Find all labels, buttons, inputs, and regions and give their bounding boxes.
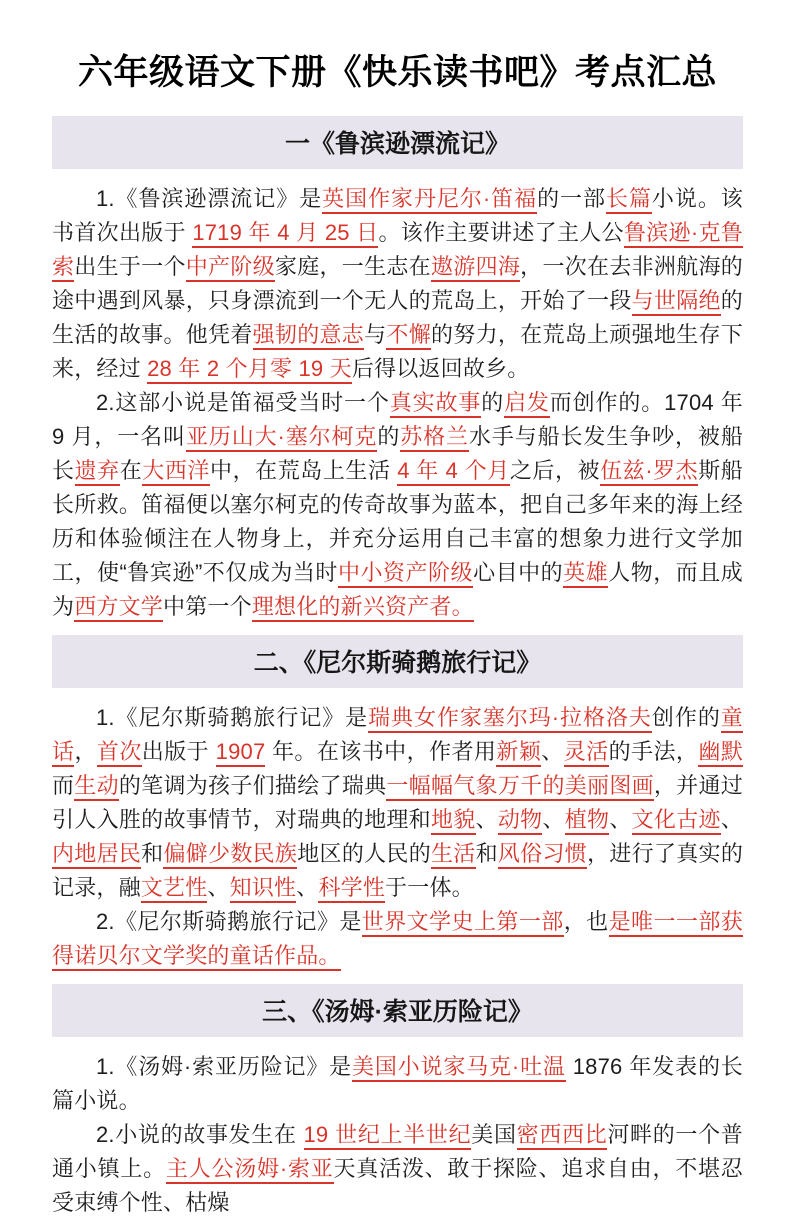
body-text: 、 xyxy=(207,874,230,900)
body-text: 中第一个 xyxy=(163,593,252,619)
body-text: 2.小说的故事发生在 xyxy=(96,1121,304,1147)
body-text: 之后，被 xyxy=(509,457,601,483)
body-text: 出版于 xyxy=(141,738,216,764)
body-text: 1876 年发表的长篇小说。 xyxy=(52,1053,743,1113)
highlighted-text: 内地居民 xyxy=(52,841,141,869)
highlighted-text: 中产阶级 xyxy=(186,254,275,282)
highlighted-text: 鲁滨逊·克鲁索 xyxy=(52,220,743,282)
highlighted-text: 主人公汤姆·索亚 xyxy=(166,1156,334,1184)
highlighted-text: 幽默 xyxy=(698,739,743,767)
body-text: 的手法， xyxy=(608,738,699,764)
highlighted-text: 长篇 xyxy=(606,186,652,214)
body-text: 1.《鲁滨逊漂流记》是 xyxy=(96,185,323,211)
highlighted-text: 28 年 2 个月零 19 天 xyxy=(147,356,352,384)
highlighted-text: 中小资产阶级 xyxy=(338,560,473,588)
highlighted-text: 植物 xyxy=(565,807,610,835)
highlighted-text: 美国小说家马克·吐温 xyxy=(352,1054,566,1082)
body-text: 而 xyxy=(52,772,75,798)
body-text: 和 xyxy=(475,840,498,866)
highlighted-text: 一幅幅气象万千的美丽图画 xyxy=(386,773,654,801)
body-text: 水手与船长发生争吵，被船长 xyxy=(52,423,744,483)
highlighted-text: 灵活 xyxy=(564,739,609,767)
body-text: 2.这部小说是笛福受当时一个 xyxy=(96,389,390,415)
section-1-heading: 一《鲁滨逊漂流记》 xyxy=(52,116,743,169)
body-text: 的笔调为孩子们描绘了瑞典 xyxy=(118,772,387,798)
highlighted-text: 与世隔绝 xyxy=(632,288,721,316)
highlighted-text: 文化古迹 xyxy=(632,807,721,835)
body-text: 天真活泼、敢于探险、追求自由，不堪忍受束缚个性、枯燥 xyxy=(52,1155,743,1215)
section-3-paragraph-1 xyxy=(52,1050,743,1118)
body-text: 中，在荒岛上生活 xyxy=(210,457,398,483)
highlighted-text: 地貌 xyxy=(431,807,476,835)
highlighted-text: 强韧的意志 xyxy=(253,322,364,350)
body-text: ，也 xyxy=(563,908,609,934)
body-text: 和 xyxy=(141,840,164,866)
body-text: 的努力，在荒岛上顽强地生存下来，经过 xyxy=(52,321,743,381)
body-text: 而创作的。1704 年 9 月，一名叫 xyxy=(52,389,744,449)
highlighted-text: 瑞典女作家塞尔玛·拉格洛夫 xyxy=(368,705,652,733)
highlighted-text: 世界文学史上第一部 xyxy=(362,909,564,937)
highlighted-text: 科学性 xyxy=(318,875,385,903)
body-text: 后得以返回故乡。 xyxy=(351,355,530,381)
highlighted-text: 亚历山大·塞尔柯克 xyxy=(186,424,377,452)
highlighted-text: 西方文学 xyxy=(74,594,163,622)
body-text: 人物，而且成为 xyxy=(52,559,744,619)
section-2-heading: 二、《尼尔斯骑鹅旅行记》 xyxy=(52,635,743,688)
body-text: ，进行了真实的记录，融 xyxy=(52,840,744,900)
highlighted-text: 首次 xyxy=(97,739,142,767)
body-text: 地区的人民的 xyxy=(297,840,431,866)
body-text: 、 xyxy=(475,806,498,832)
highlighted-text: 1907 xyxy=(216,739,266,767)
highlighted-text: 遨游四海 xyxy=(431,254,520,282)
body-text: 年。在该书中，作者用 xyxy=(265,738,497,764)
body-text: 1.《汤姆·索亚历险记》是 xyxy=(96,1053,352,1079)
highlighted-text: 苏格兰 xyxy=(400,424,469,452)
body-text: ，并通过引人入胜的故事情节，对瑞典的地理和 xyxy=(52,772,743,832)
section-nils-goose-journey xyxy=(52,635,743,973)
body-text: 河畔的一个普通小镇上。 xyxy=(52,1121,743,1181)
body-text: 于一体。 xyxy=(385,874,474,900)
body-text: 斯船长所救。笛福便以塞尔柯克的传奇故事为蓝本，把自己多年来的海上经历和体验倾注在人物身上，并充分运用自己丰富的想象力进行文学加工，使“鲁宾逊”不仅成为当时 xyxy=(52,457,743,585)
highlighted-text: 知识性 xyxy=(230,875,297,903)
highlighted-text: 文艺性 xyxy=(141,875,208,903)
highlighted-text: 4 年 4 个月 xyxy=(397,458,510,486)
highlighted-text: 动物 xyxy=(498,807,543,835)
highlighted-text: 密西西比 xyxy=(517,1122,608,1150)
body-text: ，一次在去非洲航海的途中遇到风暴，只身漂流到一个无人的荒岛上，开始了一段 xyxy=(52,253,743,313)
body-text: 、 xyxy=(720,806,744,832)
highlighted-text: 不懈 xyxy=(386,322,431,350)
body-text: 、 xyxy=(541,738,564,764)
body-text: 的生活的故事。他凭着 xyxy=(52,287,743,347)
section-tom-sawyer xyxy=(52,984,743,1220)
body-text: 的 xyxy=(377,423,401,449)
highlighted-text: 偏僻少数民族 xyxy=(163,841,297,869)
section-2-paragraph-2 xyxy=(52,905,743,973)
highlighted-text: 童话 xyxy=(52,705,743,767)
page-title: 六年级语文下册《快乐读书吧》考点汇总 xyxy=(77,53,717,92)
body-text: 1.《尼尔斯骑鹅旅行记》是 xyxy=(96,704,369,730)
highlighted-text: 英雄 xyxy=(563,560,608,588)
body-text: 家庭，一生志在 xyxy=(274,253,431,279)
highlighted-text: 启发 xyxy=(504,390,550,418)
highlighted-text: 英国作家丹尼尔·笛福 xyxy=(322,186,537,214)
body-text: 、 xyxy=(296,874,319,900)
body-text: 的 xyxy=(481,389,505,415)
body-text: 2.《尼尔斯骑鹅旅行记》是 xyxy=(96,908,362,934)
body-text: 小说。该书首次出版于 xyxy=(52,185,743,245)
highlighted-text: 伍兹·罗杰 xyxy=(600,458,698,486)
body-text: 、 xyxy=(609,806,632,832)
highlighted-text: 19 世纪上半世纪 xyxy=(304,1122,472,1150)
body-text: 出生于一个 xyxy=(74,253,186,279)
body-text: 创作的 xyxy=(651,704,721,730)
body-text: 的一部 xyxy=(537,185,606,211)
highlighted-text: 1719 年 4 月 25 日 xyxy=(192,220,378,248)
highlighted-text: 大西洋 xyxy=(142,458,210,486)
body-text: 在 xyxy=(119,457,143,483)
highlighted-text: 真实故事 xyxy=(390,390,481,418)
highlighted-text: 新颖 xyxy=(496,739,541,767)
highlighted-text: 生动 xyxy=(74,773,119,801)
highlighted-text: 风俗习惯 xyxy=(498,841,587,869)
body-text: 心目中的 xyxy=(473,559,564,585)
section-2-paragraph-1 xyxy=(52,701,743,905)
section-3-heading: 三、《汤姆·索亚历险记》 xyxy=(52,984,743,1037)
body-text: 。该作主要讲述了主人公 xyxy=(378,219,624,245)
highlighted-text: 是唯一一部获得诺贝尔文学奖的童话作品。 xyxy=(52,909,743,971)
section-3-paragraph-2 xyxy=(52,1118,743,1220)
section-1-paragraph-2 xyxy=(52,386,743,624)
body-text: 、 xyxy=(542,806,565,832)
section-1-paragraph-1 xyxy=(52,182,743,386)
section-robinson-crusoe xyxy=(52,116,743,624)
body-text: 与 xyxy=(364,321,387,347)
highlighted-text: 理想化的新兴资产者。 xyxy=(252,594,474,622)
highlighted-text: 生活 xyxy=(431,841,476,869)
body-text: ， xyxy=(74,738,97,764)
body-text: 美国 xyxy=(471,1121,517,1147)
highlighted-text: 遗弃 xyxy=(75,458,120,486)
